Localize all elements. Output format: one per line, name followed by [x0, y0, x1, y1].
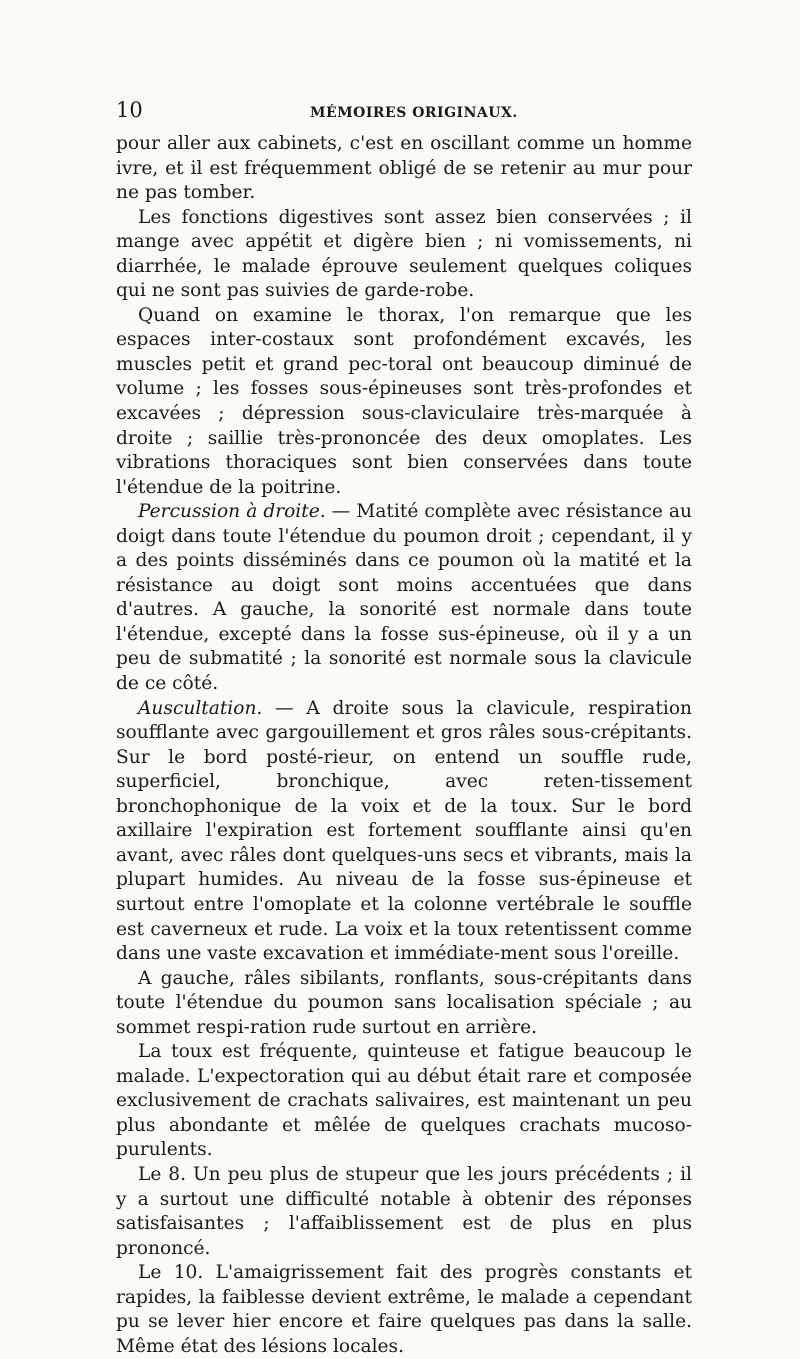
paragraph — [116, 1261, 692, 1359]
paragraph-text: Les fonctions digestives sont assez bien conservées ; il mange avec appétit et digère bien ; ni vomissements, ni diarrhée, le malade éprouve seulement quelques coliques qui ne sont pas suivies de garde-robe. — [116, 206, 692, 302]
body-text — [116, 132, 692, 1359]
paragraph — [116, 1040, 692, 1163]
paragraph-text: Quand on examine le thorax, l'on remarque que les espaces inter-costaux sont profondément excavés, les muscles petit et grand pec-toral ont beaucoup diminué de volume ; les fosses sous-épineuses sont très-profondes et excavées ; dépression sous-claviculaire très-marquée à droite ; saillie très-prononcée des deux omoplates. Les vibrations thoraciques sont bien conservées dans toute l'étendue de la poitrine. — [116, 304, 692, 498]
paragraph-text: pour aller aux cabinets, c'est en oscillant comme un homme ivre, et il est fréquemment obligé de se retenir au mur pour ne pas tomber. — [116, 133, 692, 204]
paragraph — [116, 206, 692, 304]
page-header — [116, 98, 692, 122]
paragraph-label: Percussion à droite. — [138, 501, 326, 523]
running-title: MÉMOIRES ORIGINAUX. — [310, 105, 518, 121]
paragraph — [116, 697, 692, 967]
paragraph — [116, 132, 692, 206]
paragraph-text: La toux est fréquente, quinteuse et fatigue beaucoup le malade. L'expectoration qui au début était rare et composée exclusivement de crachats salivaires, est maintenant un peu plus abondante et mêlée de quelques crachats mucoso-purulents. — [116, 1041, 692, 1161]
paragraph — [116, 967, 692, 1041]
page-number: 10 — [116, 98, 143, 122]
paragraph-text: Le 8. Un peu plus de stupeur que les jours précédents ; il y a surtout une difficulté notable à obtenir des réponses satisfaisantes ; l'affaiblissement est de plus en plus prononcé. — [116, 1163, 692, 1259]
paragraph-text: A gauche, râles sibilants, ronflants, sous-crépitants dans toute l'étendue du poumon sans localisation spéciale ; au sommet respi-ration rude surtout en arrière. — [116, 967, 692, 1038]
paragraph — [116, 304, 692, 500]
paragraph-text: — A droite sous la clavicule, respiration soufflante avec gargouillement et gros râles sous-crépitants. Sur le bord posté-rieur, on entend un souffle rude, superficiel, bronchique, avec reten-tissement bronchophonique de la voix et de la toux. Sur le bord axillaire l'expiration est fortement soufflante ainsi qu'en avant, avec râles dont quelques-uns secs et vibrants, mais la plupart humides. Au niveau de la fosse sus-épineuse et surtout entre l'omoplate et la colonne vertébrale le souffle est caverneux et rude. La voix et la toux retentissent comme dans une vaste excavation et immédiate-ment sous l'oreille. — [116, 697, 692, 965]
paragraph-label: Auscultation. — [138, 697, 263, 719]
paragraph — [116, 1163, 692, 1261]
paragraph-text: — Matité complète avec résistance au doigt dans toute l'étendue du poumon droit ; cependant, il y a des points disséminés dans ce poumon où la matité et la résistance au doigt sont moins accentuées que dans d'autres. A gauche, la sonorité est normale dans toute l'étendue, excepté dans la fosse sus-épineuse, où il y a un peu de submatité ; la sonorité est normale sous la clavicule de ce côté. — [116, 501, 692, 695]
paragraph-text: Le 10. L'amaigrissement fait des progrès constants et rapides, la faiblesse devient extrême, le malade a cependant pu se lever hier encore et faire quelques pas dans la salle. Même état des lésions locales. — [116, 1262, 692, 1357]
paragraph — [116, 500, 692, 696]
